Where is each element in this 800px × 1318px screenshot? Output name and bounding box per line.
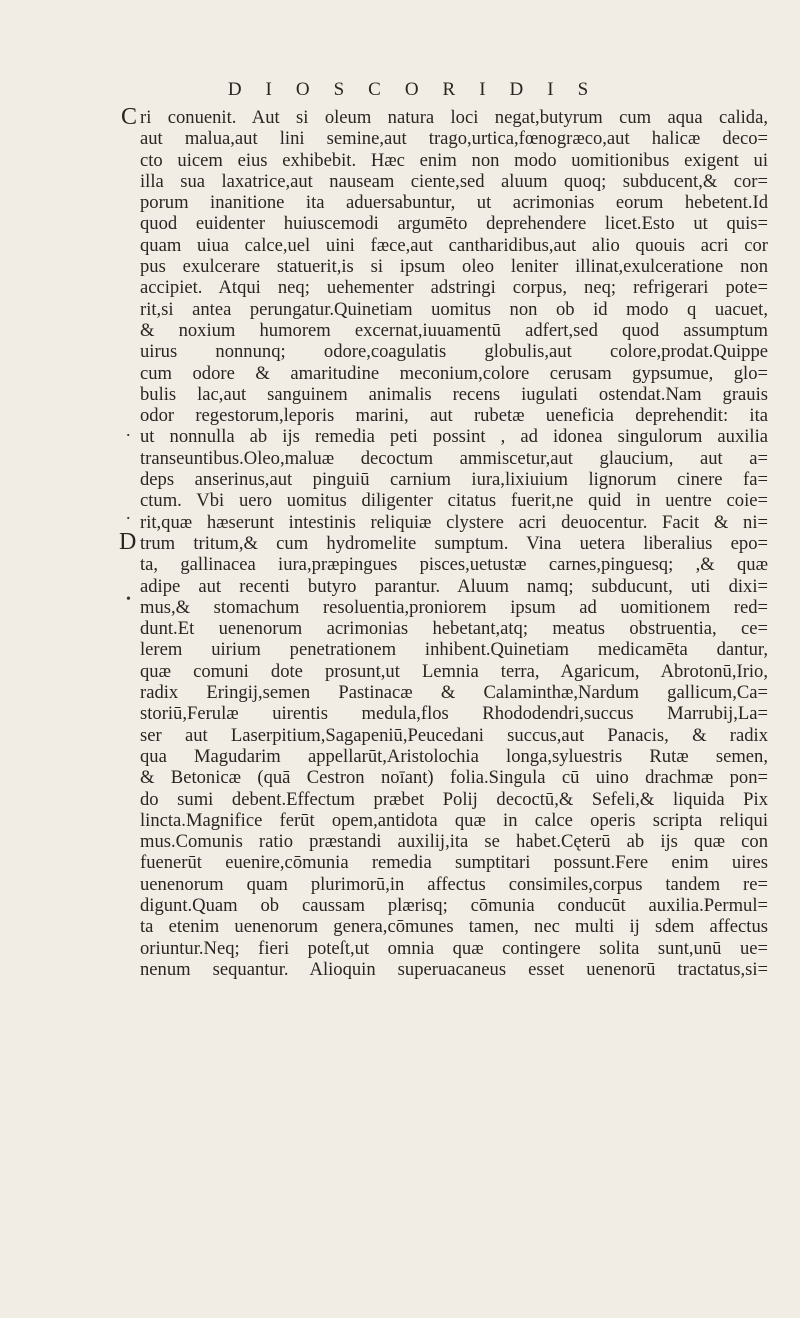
text-line: illa sua laxatrice,aut nauseam ciente,sed aluum quoq; subducent,& cor=: [140, 170, 768, 192]
text-line: storiū,Ferulæ uirentis medula,flos Rhododendri,succus Marrubij,La=: [140, 703, 768, 725]
margin-letter-c: C: [121, 104, 138, 130]
text-line: fuenerūt euenire,cōmunia remedia sumptitari possunt.Fere enim uires: [140, 852, 768, 874]
text-line: quod euidenter huiuscemodi argumēto deprehendere licet.Esto ut quis=: [140, 213, 768, 235]
text-line: oriuntur.Neq; fieri poteſt,ut omnia quæ contingere solita sunt,unū ue=: [140, 937, 768, 959]
text-line: odor regestorum,leporis marini, aut rubetæ ueneficia deprehendit: ita: [140, 405, 768, 427]
text-line: pus exulcerare statuerit,is si ipsum oleo leniter illinat,exulceratione non: [140, 256, 768, 278]
text-line: porum inanitione ita aduersabuntur, ut acrimonias eorum hebetent.Id: [140, 192, 768, 214]
text-line: nenum sequantur. Alioquin superuacaneus esset uenenorū tractatus,si=: [140, 958, 768, 980]
text-line: ta, gallinacea iura,præpingues pisces,uetustæ carnes,pinguesq; ,& quæ: [140, 554, 768, 576]
text-line: aut malua,aut lini semine,aut trago,urtica,fœnogræco,aut halicæ deco=: [140, 128, 768, 150]
text-line: ri conuenit. Aut si oleum natura loci negat,butyrum cum aqua calida,: [140, 107, 768, 128]
text-line: ser aut Laserpitium,Sagapeniū,Peucedani succus,aut Panacis, & radix: [140, 724, 768, 746]
text-line: quam uiua calce,uel uini fæce,aut cantharidibus,aut alio quouis acri cor: [140, 234, 768, 256]
text-line: rit,si antea perungatur.Quinetiam uomitus non ob id modo q uacuet,: [140, 298, 768, 320]
text-line: uirus nonnunq; odore,coagulatis globulis,aut colore,prodat.Quippe: [140, 341, 768, 363]
margin-mark: •: [126, 592, 131, 607]
text-line: lincta.Magnifice ferūt opem,antidota quæ in calce operis scripta reliqui: [140, 809, 768, 831]
text-line: ctum. Vbi uero uomitus diligenter citatus fuerit,ne quid in uentre coie=: [140, 490, 768, 512]
body-text: [140, 107, 768, 980]
text-line: ta etenim uenenorum genera,cōmunes tamen, nec multi ij sdem affectus: [140, 916, 768, 938]
text-line: trum tritum,& cum hydromelite sumptum. Vina uetera liberalius epo=: [140, 532, 768, 554]
text-line: ut nonnulla ab ijs remedia peti possint , ad idonea singulorum auxilia: [140, 426, 768, 448]
text-line: lerem uirium penetrationem inhibent.Quinetiam medicamēta dantur,: [140, 639, 768, 661]
text-line: accipiet. Atqui neq; uehementer adstringi corpus, neq; refrigerari pote=: [140, 277, 768, 299]
margin-letter-d: D: [119, 529, 137, 555]
text-line: uenenorum quam plurimorū,in affectus consimiles,corpus tandem re=: [140, 873, 768, 895]
text-line: deps anserinus,aut pinguiū carnium iura,lixiuium lignorum cinere fa=: [140, 469, 768, 491]
text-line: digunt.Quam ob caussam plærisq; cōmunia conducūt auxilia.Permul=: [140, 894, 768, 916]
text-line: qua Magudarim appellarūt,Aristolochia longa,syluestris Rutæ semen,: [140, 745, 768, 767]
text-line: quæ comuni dote prosunt,ut Lemnia terra, Agaricum, Abrotonū,Irio,: [140, 660, 768, 682]
text-line: radix Eringij,semen Pastinacæ & Calaminthæ,Nardum gallicum,Ca=: [140, 682, 768, 704]
text-line: & noxium humorem excernat,iuuamentū adfert,sed quod assumptum: [140, 319, 768, 341]
text-line: mus,& stomachum resoluentia,proniorem ipsum ad uomitionem red=: [140, 596, 768, 618]
text-line: transeuntibus.Oleo,maluæ decoctum ammiscetur,aut glaucium, aut a=: [140, 447, 768, 469]
text-line: adipe aut recenti butyro parantur. Aluum namq; subducunt, uti dixi=: [140, 575, 768, 597]
text-line: mus.Comunis ratio præstandi auxilij,ita se habet.Cęterū ab ijs quæ con: [140, 831, 768, 853]
text-line: cum odore & amaritudine meconium,colore cerusam gypsumue, glo=: [140, 362, 768, 384]
margin-mark: .: [126, 420, 131, 440]
text-line: dunt.Et uenenorum acrimonias hebetant,atq; meatus obstruentia, ce=: [140, 618, 768, 640]
text-line: & Betonicæ (quā Cestron noīant) folia.Singula cū uino drachmæ pon=: [140, 767, 768, 789]
margin-mark: .: [126, 503, 131, 523]
text-line: do sumi debent.Effectum præbet Polij decoctū,& Sefeli,& liquida Pix: [140, 788, 768, 810]
text-line: cto uicem eius exhibebit. Hæc enim non modo uomitionibus exigent ui: [140, 149, 768, 171]
text-line: bulis lac,aut sanguinem animalis recens iugulati ostendat.Nam grauis: [140, 383, 768, 405]
text-line: rit,quæ hæserunt intestinis reliquiæ clystere acri deuocentur. Facit & ni=: [140, 511, 768, 533]
running-head: DIOSCORIDIS: [227, 79, 613, 100]
